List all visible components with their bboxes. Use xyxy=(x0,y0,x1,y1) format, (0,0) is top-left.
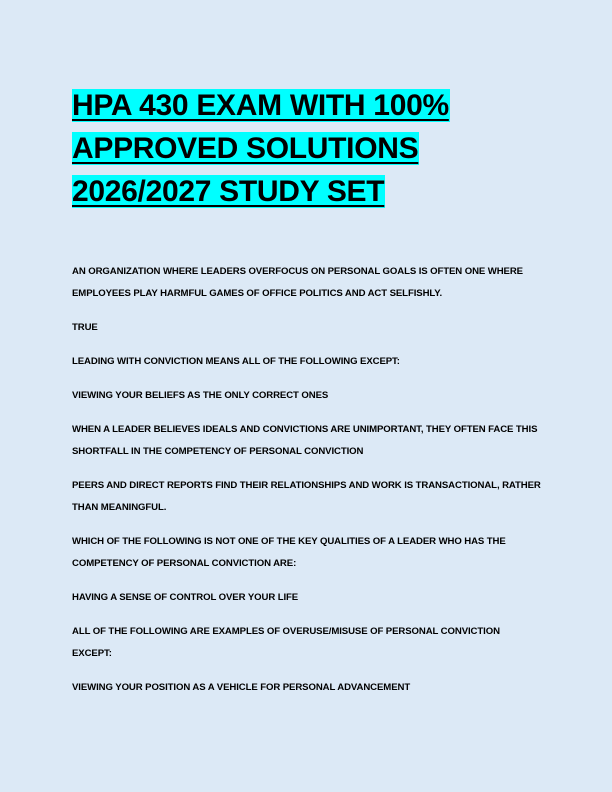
answer-5: VIEWING YOUR POSITION AS A VEHICLE FOR PERSONAL ADVANCEMENT xyxy=(72,682,411,693)
question-4: WHICH OF THE FOLLOWING IS NOT ONE OF THE KEY QUALITIES OF A LEADER WHO HAS THE COMPETENCY OF PERSONAL CONVICTION ARE: xyxy=(72,536,506,569)
question-2: LEADING WITH CONVICTION MEANS ALL OF THE FOLLOWING EXCEPT: xyxy=(72,356,400,367)
document-title-text: HPA 430 EXAM WITH 100% APPROVED SOLUTIONS 2026/2027 STUDY SET xyxy=(72,89,449,208)
question-5: ALL OF THE FOLLOWING ARE EXAMPLES OF OVERUSE/MISUSE OF PERSONAL CONVICTION EXCEPT: xyxy=(72,626,500,659)
document-body xyxy=(72,261,542,699)
document-page xyxy=(72,84,542,711)
answer-3: PEERS AND DIRECT REPORTS FIND THEIR RELATIONSHIPS AND WORK IS TRANSACTIONAL, RATHER THAN MEANINGFUL. xyxy=(72,480,541,513)
answer-2: VIEWING YOUR BELIEFS AS THE ONLY CORRECT ONES xyxy=(72,390,329,401)
document-title xyxy=(72,84,542,213)
question-3: WHEN A LEADER BELIEVES IDEALS AND CONVICTIONS ARE UNIMPORTANT, THEY OFTEN FACE THIS SHORTFALL IN THE COMPETENCY OF PERSONAL CONVICTION xyxy=(72,424,538,457)
question-1: AN ORGANIZATION WHERE LEADERS OVERFOCUS ON PERSONAL GOALS IS OFTEN ONE WHERE EMPLOYEES PLAY HARMFUL GAMES OF OFFICE POLITICS AND ACT SELFISHLY. xyxy=(72,266,523,299)
answer-1: TRUE xyxy=(72,322,98,333)
answer-4: HAVING A SENSE OF CONTROL OVER YOUR LIFE xyxy=(72,592,299,603)
